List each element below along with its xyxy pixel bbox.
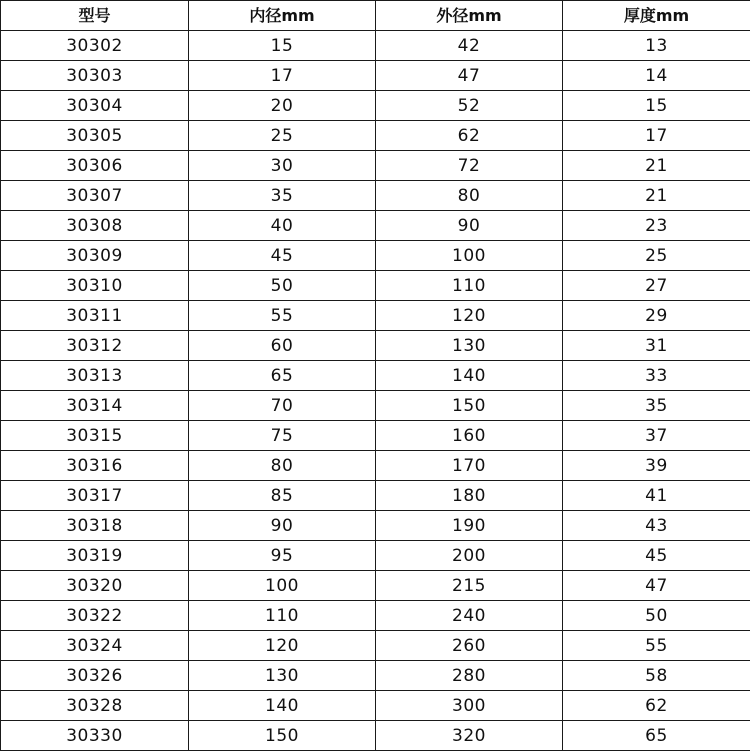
cell-thickness: 14 (563, 61, 750, 91)
cell-thickness: 62 (563, 691, 750, 721)
cell-thickness: 41 (563, 481, 750, 511)
cell-model: 30308 (1, 211, 189, 241)
cell-model: 30326 (1, 661, 189, 691)
cell-model: 30306 (1, 151, 189, 181)
cell-thickness: 13 (563, 31, 750, 61)
table-row (1, 121, 750, 151)
cell-model: 30312 (1, 331, 189, 361)
cell-model: 30311 (1, 301, 189, 331)
header-outer-diameter: 外径mm (376, 1, 563, 31)
cell-thickness: 39 (563, 451, 750, 481)
cell-inner-diameter: 140 (189, 691, 376, 721)
cell-outer-diameter: 170 (376, 451, 563, 481)
cell-thickness: 21 (563, 181, 750, 211)
table-row (1, 601, 750, 631)
cell-outer-diameter: 100 (376, 241, 563, 271)
cell-inner-diameter: 30 (189, 151, 376, 181)
cell-thickness: 58 (563, 661, 750, 691)
cell-inner-diameter: 20 (189, 91, 376, 121)
cell-inner-diameter: 40 (189, 211, 376, 241)
cell-inner-diameter: 150 (189, 721, 376, 751)
table-row (1, 451, 750, 481)
table-row (1, 91, 750, 121)
cell-outer-diameter: 200 (376, 541, 563, 571)
cell-inner-diameter: 25 (189, 121, 376, 151)
cell-model: 30302 (1, 31, 189, 61)
cell-outer-diameter: 320 (376, 721, 563, 751)
cell-model: 30324 (1, 631, 189, 661)
table-row (1, 661, 750, 691)
cell-thickness: 50 (563, 601, 750, 631)
cell-model: 30314 (1, 391, 189, 421)
table-row (1, 361, 750, 391)
cell-model: 30320 (1, 571, 189, 601)
table-row (1, 541, 750, 571)
cell-outer-diameter: 215 (376, 571, 563, 601)
cell-inner-diameter: 60 (189, 331, 376, 361)
table-row (1, 31, 750, 61)
cell-inner-diameter: 130 (189, 661, 376, 691)
cell-thickness: 37 (563, 421, 750, 451)
table-row (1, 631, 750, 661)
table-row (1, 241, 750, 271)
cell-inner-diameter: 35 (189, 181, 376, 211)
cell-outer-diameter: 160 (376, 421, 563, 451)
table-row (1, 271, 750, 301)
cell-inner-diameter: 90 (189, 511, 376, 541)
cell-thickness: 47 (563, 571, 750, 601)
cell-model: 30317 (1, 481, 189, 511)
cell-outer-diameter: 62 (376, 121, 563, 151)
cell-outer-diameter: 90 (376, 211, 563, 241)
header-model: 型号 (1, 1, 189, 31)
cell-outer-diameter: 52 (376, 91, 563, 121)
cell-model: 30316 (1, 451, 189, 481)
cell-thickness: 23 (563, 211, 750, 241)
cell-inner-diameter: 15 (189, 31, 376, 61)
cell-thickness: 25 (563, 241, 750, 271)
cell-outer-diameter: 180 (376, 481, 563, 511)
cell-thickness: 45 (563, 541, 750, 571)
cell-model: 30319 (1, 541, 189, 571)
cell-outer-diameter: 190 (376, 511, 563, 541)
cell-thickness: 29 (563, 301, 750, 331)
cell-inner-diameter: 75 (189, 421, 376, 451)
cell-model: 30304 (1, 91, 189, 121)
cell-outer-diameter: 80 (376, 181, 563, 211)
cell-model: 30307 (1, 181, 189, 211)
cell-outer-diameter: 260 (376, 631, 563, 661)
table-row (1, 391, 750, 421)
table-row (1, 511, 750, 541)
cell-inner-diameter: 50 (189, 271, 376, 301)
table-body (1, 31, 750, 751)
table-row (1, 571, 750, 601)
cell-model: 30330 (1, 721, 189, 751)
cell-outer-diameter: 72 (376, 151, 563, 181)
cell-outer-diameter: 110 (376, 271, 563, 301)
cell-model: 30322 (1, 601, 189, 631)
cell-outer-diameter: 240 (376, 601, 563, 631)
cell-thickness: 65 (563, 721, 750, 751)
cell-outer-diameter: 280 (376, 661, 563, 691)
cell-inner-diameter: 85 (189, 481, 376, 511)
cell-outer-diameter: 300 (376, 691, 563, 721)
header-inner-diameter: 内径mm (189, 1, 376, 31)
cell-outer-diameter: 150 (376, 391, 563, 421)
cell-model: 30328 (1, 691, 189, 721)
cell-model: 30310 (1, 271, 189, 301)
cell-thickness: 27 (563, 271, 750, 301)
table-row (1, 691, 750, 721)
cell-inner-diameter: 45 (189, 241, 376, 271)
cell-thickness: 17 (563, 121, 750, 151)
table-row (1, 301, 750, 331)
table-row (1, 151, 750, 181)
cell-outer-diameter: 42 (376, 31, 563, 61)
cell-inner-diameter: 120 (189, 631, 376, 661)
table-row (1, 61, 750, 91)
cell-outer-diameter: 130 (376, 331, 563, 361)
cell-thickness: 33 (563, 361, 750, 391)
cell-thickness: 55 (563, 631, 750, 661)
cell-outer-diameter: 140 (376, 361, 563, 391)
table-row (1, 181, 750, 211)
cell-outer-diameter: 120 (376, 301, 563, 331)
cell-model: 30303 (1, 61, 189, 91)
cell-model: 30313 (1, 361, 189, 391)
cell-thickness: 31 (563, 331, 750, 361)
cell-model: 30305 (1, 121, 189, 151)
cell-outer-diameter: 47 (376, 61, 563, 91)
cell-inner-diameter: 110 (189, 601, 376, 631)
cell-inner-diameter: 80 (189, 451, 376, 481)
cell-inner-diameter: 55 (189, 301, 376, 331)
table-row (1, 331, 750, 361)
cell-inner-diameter: 95 (189, 541, 376, 571)
cell-model: 30315 (1, 421, 189, 451)
cell-thickness: 21 (563, 151, 750, 181)
cell-model: 30318 (1, 511, 189, 541)
table-header-row (1, 1, 750, 31)
header-thickness: 厚度mm (563, 1, 750, 31)
cell-inner-diameter: 65 (189, 361, 376, 391)
table-row (1, 481, 750, 511)
cell-inner-diameter: 17 (189, 61, 376, 91)
table-row (1, 721, 750, 751)
cell-thickness: 43 (563, 511, 750, 541)
table-row (1, 421, 750, 451)
cell-thickness: 15 (563, 91, 750, 121)
cell-inner-diameter: 70 (189, 391, 376, 421)
cell-inner-diameter: 100 (189, 571, 376, 601)
cell-model: 30309 (1, 241, 189, 271)
table-row (1, 211, 750, 241)
cell-thickness: 35 (563, 391, 750, 421)
